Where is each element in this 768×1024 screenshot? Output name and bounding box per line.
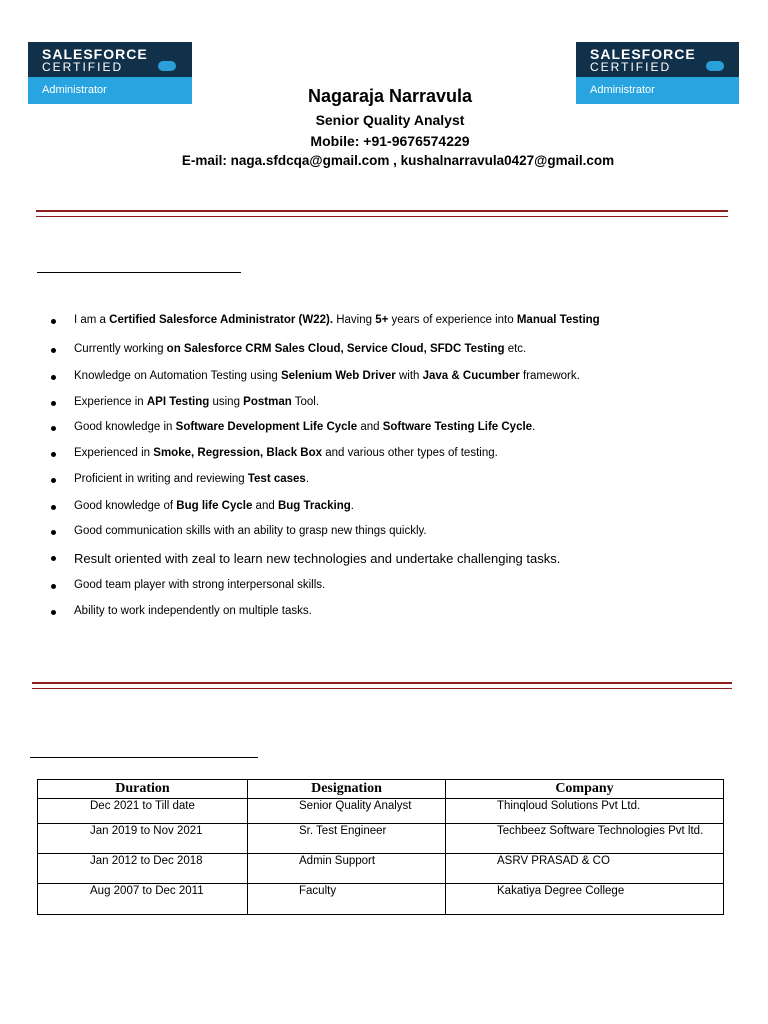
summary-bullet-item bbox=[74, 605, 312, 617]
bullet-icon bbox=[51, 584, 56, 589]
column-header-duration: Duration bbox=[38, 780, 248, 799]
summary-bullet-item bbox=[74, 421, 535, 433]
table-row bbox=[38, 799, 724, 824]
bullet-icon bbox=[51, 401, 56, 406]
bullet-icon bbox=[51, 505, 56, 510]
badge-certified-text: CERTIFIED bbox=[590, 60, 672, 74]
table-row bbox=[38, 884, 724, 915]
summary-text: and bbox=[357, 421, 383, 433]
bullet-icon bbox=[51, 556, 56, 561]
designation-cell: Admin Support bbox=[248, 854, 446, 884]
company-cell: Thinqloud Solutions Pvt Ltd. bbox=[446, 799, 724, 824]
designation-cell: Sr. Test Engineer bbox=[248, 824, 446, 854]
summary-text: . bbox=[532, 421, 536, 433]
mobile-number: Mobile: +91-9676574229 bbox=[310, 133, 470, 149]
summary-text-bold: API Testing bbox=[146, 396, 210, 408]
section-divider bbox=[36, 210, 728, 217]
email-addresses: E-mail: naga.sfdcqa@gmail.com , kushalnarravula0427@gmail.com bbox=[181, 153, 615, 168]
summary-text: Knowledge on Automation Testing using bbox=[74, 370, 281, 382]
summary-text: . bbox=[350, 500, 354, 512]
company-cell: Techbeez Software Technologies Pvt ltd. bbox=[446, 824, 724, 854]
summary-text-bold: Selenium Web Driver bbox=[280, 370, 396, 382]
summary-text-bold: on Salesforce CRM Sales Cloud, Service Cloud, SFDC Testing bbox=[166, 343, 505, 355]
summary-text-bold: Bug life Cycle bbox=[176, 500, 253, 512]
bullet-icon bbox=[51, 319, 56, 324]
duration-cell: Jan 2019 to Nov 2021 bbox=[38, 824, 248, 854]
column-header-designation: Designation bbox=[248, 780, 446, 799]
duration-cell: Jan 2012 to Dec 2018 bbox=[38, 854, 248, 884]
section-heading-underline bbox=[30, 757, 258, 758]
summary-bullet-item bbox=[74, 396, 319, 408]
summary-text: Good knowledge in bbox=[74, 421, 176, 433]
candidate-name: Nagaraja Narravula bbox=[307, 86, 473, 106]
bullet-icon bbox=[51, 375, 56, 380]
summary-text: using bbox=[209, 396, 244, 408]
bullet-icon bbox=[51, 478, 56, 483]
designation-cell: Senior Quality Analyst bbox=[248, 799, 446, 824]
summary-text: Tool. bbox=[291, 396, 320, 408]
bullet-icon bbox=[51, 426, 56, 431]
cloud-icon bbox=[706, 61, 724, 71]
summary-text-bold: Smoke, Regression, Black Box bbox=[153, 447, 323, 459]
table-row bbox=[38, 854, 724, 884]
cloud-icon bbox=[158, 61, 176, 71]
bullet-icon bbox=[51, 610, 56, 615]
summary-text: framework. bbox=[519, 370, 580, 382]
summary-text: Proficient in writing and reviewing bbox=[74, 473, 248, 485]
job-title: Senior Quality Analyst bbox=[315, 112, 465, 128]
summary-bullet-item bbox=[74, 525, 427, 537]
summary-bullet-item bbox=[74, 370, 580, 382]
section-divider bbox=[32, 682, 732, 689]
column-header-company: Company bbox=[446, 780, 724, 799]
table-header-row bbox=[38, 780, 724, 799]
bullet-icon bbox=[51, 530, 56, 535]
summary-bullet-item bbox=[74, 473, 309, 485]
summary-text: Good team player with strong interpersonal skills. bbox=[74, 579, 326, 591]
summary-text: Good communication skills with an ability to grasp new things quickly. bbox=[74, 525, 427, 537]
summary-text: . bbox=[305, 473, 310, 485]
summary-text: with bbox=[395, 370, 423, 382]
section-heading-underline bbox=[37, 272, 241, 273]
summary-text-bold: Java & Cucumber bbox=[422, 370, 520, 382]
summary-bullet-item bbox=[74, 579, 325, 591]
designation-cell: Faculty bbox=[248, 884, 446, 915]
duration-cell: Aug 2007 to Dec 2011 bbox=[38, 884, 248, 915]
summary-bullet-item bbox=[74, 551, 560, 566]
summary-bullet-item bbox=[74, 314, 600, 326]
summary-text: I am a bbox=[74, 314, 110, 326]
bullet-icon bbox=[51, 452, 56, 457]
summary-text-bold: 5+ bbox=[375, 314, 389, 326]
summary-text: and various other types of testing. bbox=[322, 447, 498, 459]
summary-text-bold: Bug Tracking bbox=[277, 500, 351, 512]
summary-text-bold: Test cases bbox=[247, 473, 306, 485]
summary-text: Good knowledge of bbox=[74, 500, 177, 512]
table-row bbox=[38, 824, 724, 854]
work-experience-table bbox=[37, 779, 724, 915]
summary-text: Result oriented with zeal to learn new technologies and undertake challenging tasks. bbox=[74, 551, 561, 566]
summary-bullet-item bbox=[74, 343, 526, 355]
badge-role-text: Administrator bbox=[590, 84, 655, 96]
company-cell: ASRV PRASAD & CO bbox=[446, 854, 724, 884]
badge-brand-text: SALESFORCE bbox=[590, 46, 696, 62]
company-cell: Kakatiya Degree College bbox=[446, 884, 724, 915]
summary-text: and bbox=[252, 500, 278, 512]
duration-cell: Dec 2021 to Till date bbox=[38, 799, 248, 824]
summary-text: Ability to work independently on multiple tasks. bbox=[74, 605, 312, 617]
summary-text: Currently working bbox=[74, 343, 167, 355]
summary-bullet-item bbox=[74, 447, 498, 459]
summary-text-bold: Software Development Life Cycle bbox=[175, 421, 358, 433]
badge-certified-text: CERTIFIED bbox=[42, 60, 124, 74]
summary-text: etc. bbox=[504, 343, 527, 355]
bullet-icon bbox=[51, 348, 56, 353]
summary-text: Experience in bbox=[74, 396, 147, 408]
badge-brand-text: SALESFORCE bbox=[42, 46, 148, 62]
summary-text: Having bbox=[333, 314, 376, 326]
summary-bullet-item bbox=[74, 500, 354, 512]
summary-text-bold: Software Testing Life Cycle bbox=[382, 421, 533, 433]
badge-role-text: Administrator bbox=[42, 84, 107, 96]
summary-text: years of experience into bbox=[388, 314, 517, 326]
summary-text-bold: Manual Testing bbox=[516, 314, 600, 326]
summary-text-bold: Postman bbox=[243, 396, 292, 408]
summary-text-bold: Certified Salesforce Administrator (W22). bbox=[109, 314, 334, 326]
summary-text: Experienced in bbox=[74, 447, 154, 459]
